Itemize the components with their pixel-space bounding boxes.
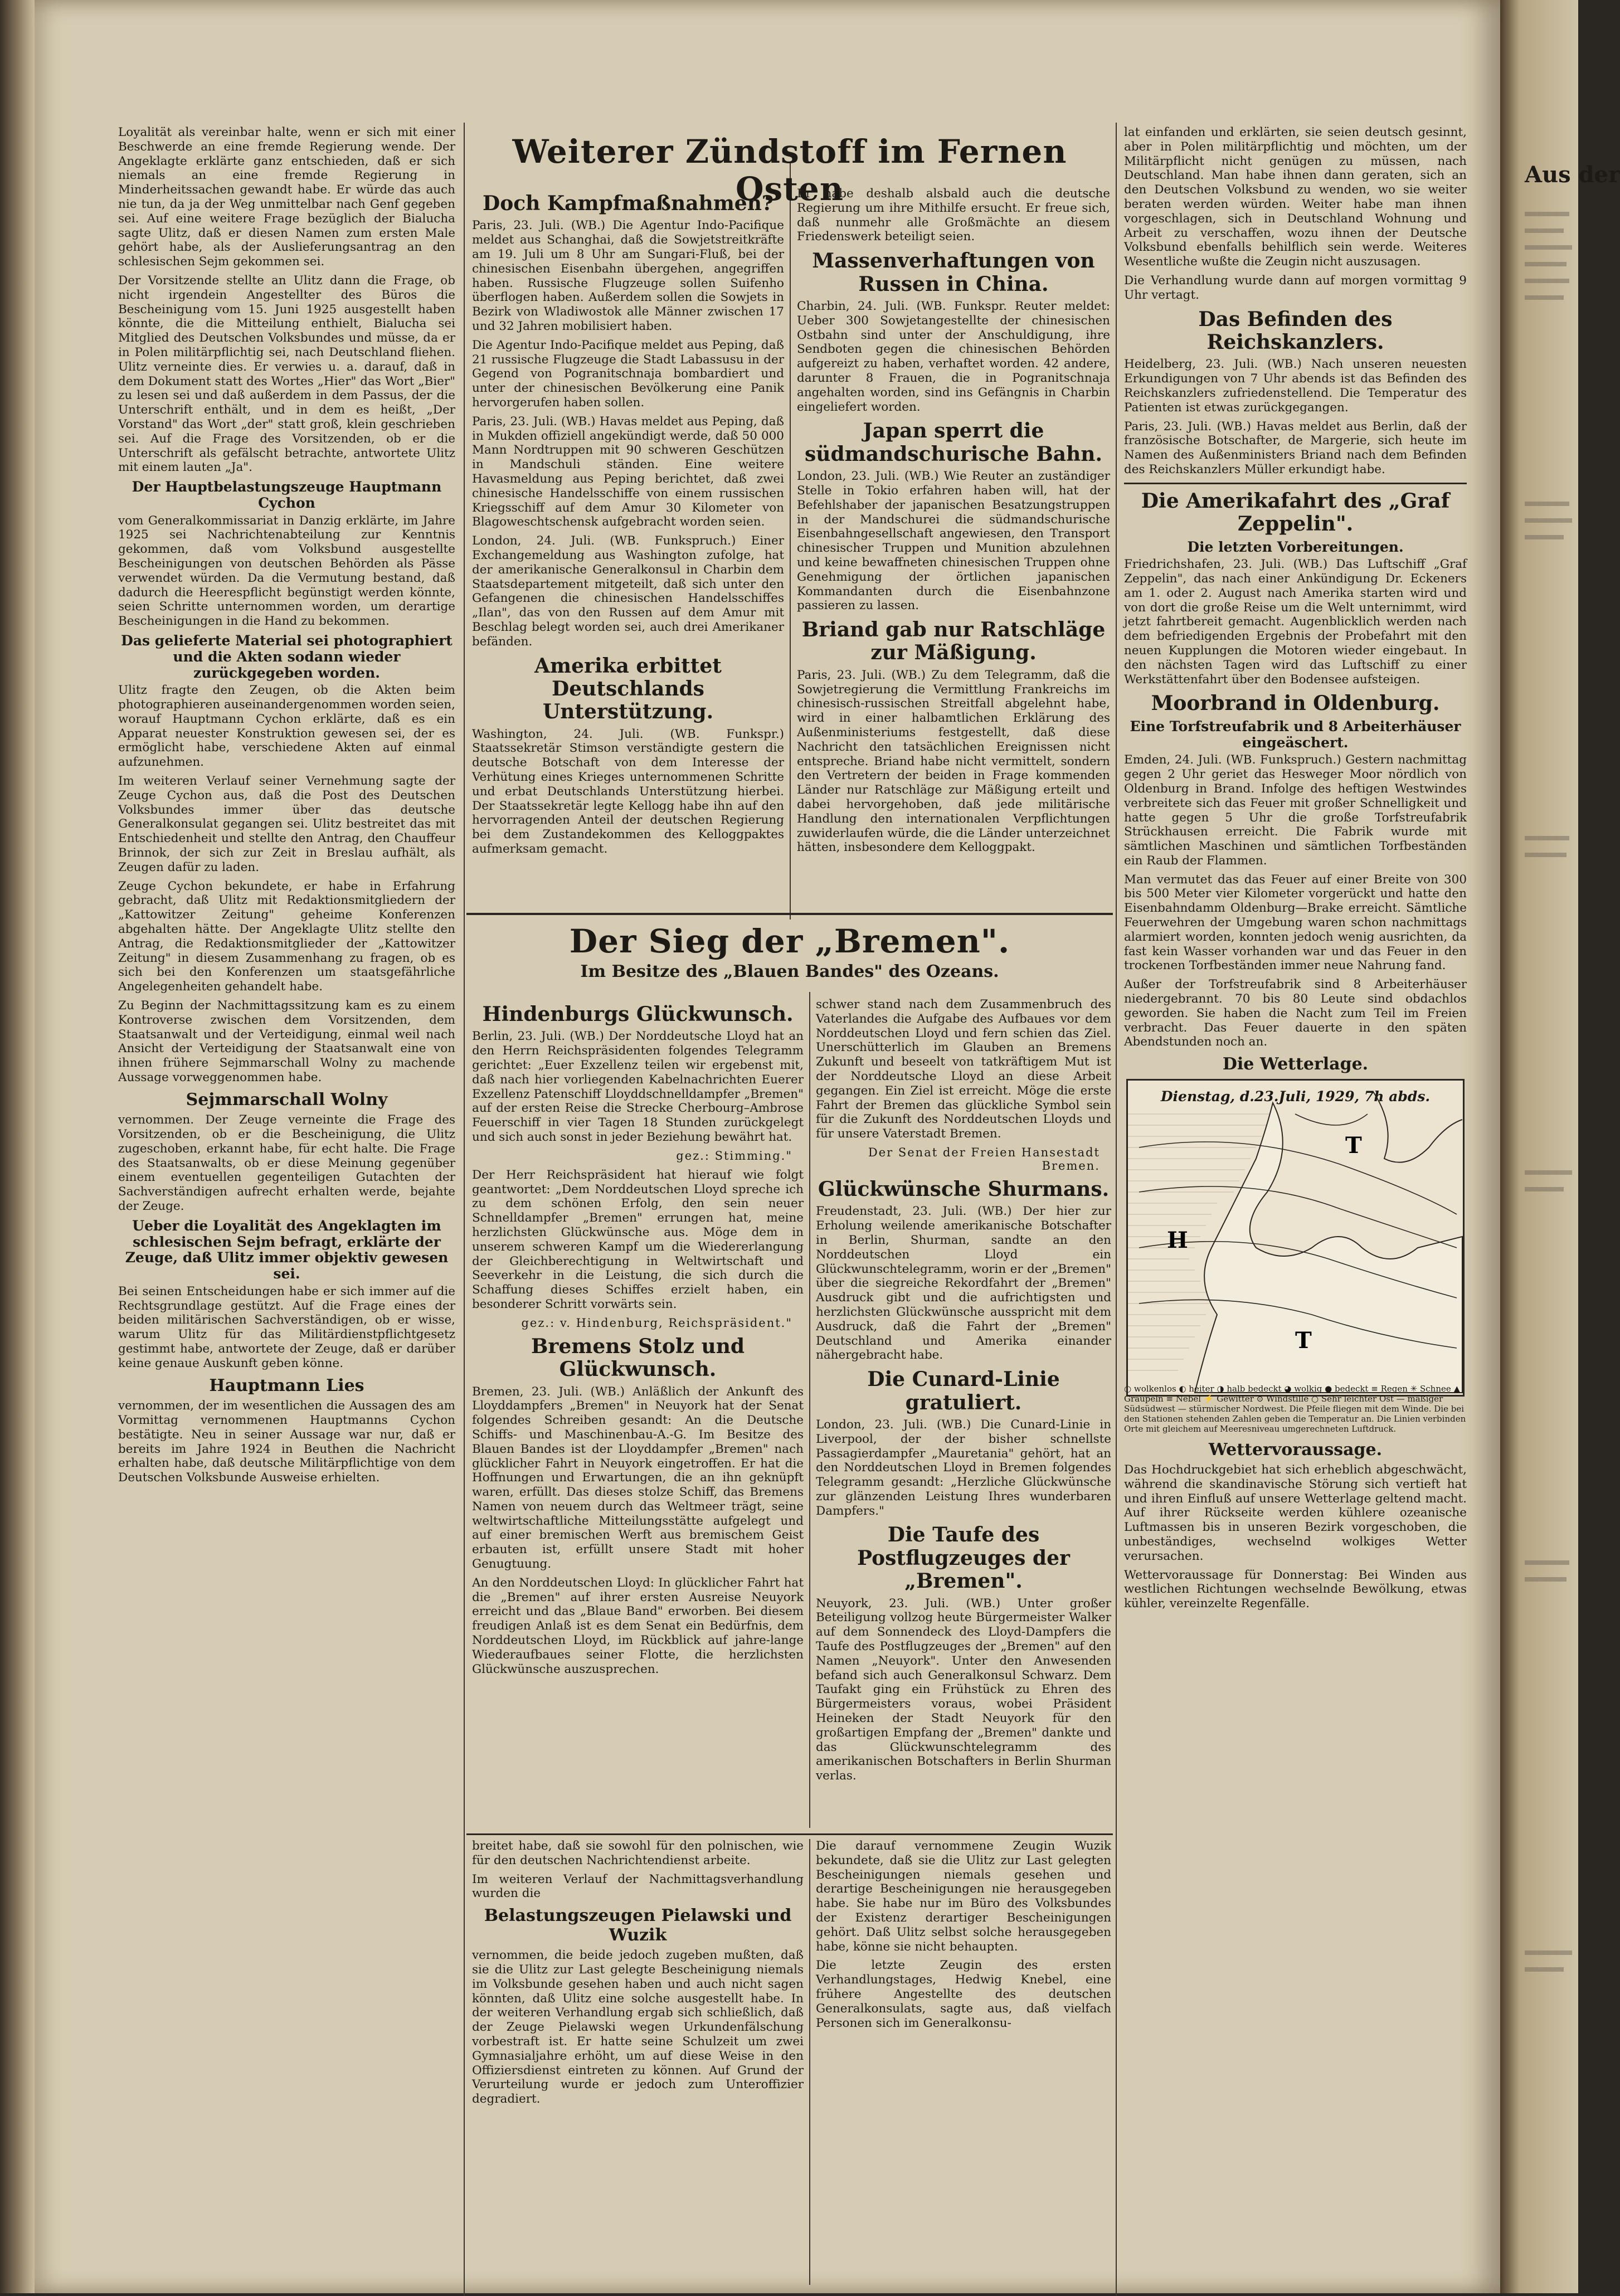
article-heading: Belastungszeugen Pielawski und Wuzik bbox=[484, 1906, 792, 1945]
adjacent-page-heading: Aus der bbox=[1525, 162, 1620, 188]
article-text: Washington, 24. Juli. (WB. Funkspr.) Staatssekretär Stimson verständigte gestern die deutsche Botschaft von dem Interesse der Verhütung eines Krieges unternommenen Schritte und erbat Deutschlands Unterstützung hierbei. Der Staatssekretär legte Kellogg habe ihn auf den hervorragenden Anteil der deutschen Regierung bei dem Zustandekommen des Kelloggpaktes aufmerksam gemacht. bbox=[472, 727, 784, 857]
section-rule bbox=[466, 1833, 1113, 1835]
article-text: Zeuge Cychon bekundete, er habe in Erfahrung gebracht, daß Ulitz mit Redaktionsmitgliedern der „Kattowitzer Zeitung" geheime Konferenzen abgehalten hätte. Der Angeklagte Ulitz stellte den Antrag, die Redaktionsmitglieder der „Kattowitzer Zeitung" in diesem Zusammenhang zu fragen, ob es sich bei den Konferenzen um staatsgefährliche Angelegenheiten gehandelt habe. bbox=[118, 879, 455, 994]
text-line bbox=[1525, 853, 1567, 857]
article-heading: Briand gab nur Ratschläge zur Mäßigung. bbox=[801, 618, 1106, 665]
column-2-bremen bbox=[472, 998, 804, 1831]
article-text: Paris, 23. Juli. (WB.) Havas meldet aus Peping, daß in Mukden offiziell angekündigt werde, daß 50 000 Mann Nordtruppen mit 90 schweren Geschützen in Mandschuli ständen. Eine weitere Havasmeldung aus Peping berichtet, daß zwei chinesische Handelsschiffe von einem russischen Kriegsschiff auf dem Amur 30 Kilometer von Blagoweschtschensk aufgebracht worden seien. bbox=[472, 414, 784, 529]
text-line bbox=[1525, 212, 1569, 216]
article-text: Emden, 24. Juli. (WB. Funkspruch.) Gestern nachmittag gegen 2 Uhr geriet das Hesweger Moor nördlich von Oldenburg in Brand. Infolge des heftigen Westwindes verbreitete sich das Feuer mit großer Schnelligkeit und hatte gegen 5 Uhr die große Torfstreufabrik Strückhausen erreicht. Die Fabrik wurde mit sämtlichen Maschinen und sämtlichen Torfbeständen ein Raub der Flammen. bbox=[1124, 753, 1467, 868]
weather-map bbox=[1126, 1079, 1465, 1397]
column-3-bottom bbox=[816, 1839, 1111, 2285]
article-text: Im weiteren Verlauf der Nachmittagsverhandlung wurden die bbox=[472, 1872, 804, 1901]
bremen-headline: Der Sieg der „Bremen". bbox=[569, 922, 1010, 960]
text-line bbox=[1525, 1170, 1572, 1175]
column-2-fareast bbox=[472, 187, 784, 908]
text-line bbox=[1525, 245, 1572, 250]
article-subheading: Die letzten Vorbereitungen. bbox=[1187, 538, 1404, 555]
article-heading: Glückwünsche Shurmans. bbox=[818, 1177, 1110, 1201]
article-text: Freudenstadt, 23. Juli. (WB.) Der hier zur Erholung weilende amerikanische Botschafter in Berlin, Shurman, sandte an den Norddeutschen Lloyd ein Glückwunschtelegramm, worin er der „Bremen" über die siegreiche Rekordfahrt der „Bremen" Ausdruck gibt und die aufrichtigsten und herzlichsten Glückwünsche ausspricht mit dem Ausdruck, daß die Fahrt der „Bremen" Deutschland und Amerika einander nähergebracht habe. bbox=[816, 1204, 1111, 1363]
article-text: Zu Beginn der Nachmittagssitzung kam es zu einem Kontroverse zwischen dem Vorsitzenden, dem Staatsanwalt und der Verteidigung, einmal weil nach Ansicht der Verteidigung der Staatsanwalt eine von ihnen frühere Sejmmarschall Wolny zu machende Aussage vorweggenommen habe. bbox=[118, 998, 455, 1084]
subheading: Das gelieferte Material sei photographiert und die Akten sodann wieder zurückgegeben worden. bbox=[121, 633, 453, 681]
article-text: Bei seinen Entscheidungen habe er sich immer auf die Rechtsgrundlage gestützt. Auf die Frage eines der beiden militärischen Sachverständigen, ob er wisse, warum Ulitz für das Militärdienstpflichtgesetz gestimmt habe, antwortete der Zeuge, daß er darüber keine genaue Auskunft geben könne. bbox=[118, 1284, 455, 1370]
text-line bbox=[1525, 295, 1564, 300]
text-line bbox=[1525, 535, 1564, 539]
column-3-fareast bbox=[797, 187, 1110, 908]
text-line bbox=[1525, 262, 1567, 266]
main-headline: Weiterer Zündstoff im Fernen Osten bbox=[512, 133, 1067, 208]
article-text: Der Herr Reichspräsident hat hierauf wie folgt geantwortet: „Dem Norddeutschen Lloyd spreche ich zu dem schönen Erfolg, den sein neuer Schnelldampfer „Bremen" errungen hat, meine herzlichsten Glückwünsche aus. Möge dem in unserem schweren Kampf um die Wiedererlangung der Gleichberechtigung in Weltwirtschaft und Seeverkehr in die Leistung, die sich durch die Schaffung dieses Schiffes erzielt haben, ein besonderer Schritt vorwärts sein. bbox=[472, 1168, 804, 1311]
text-line bbox=[1525, 1577, 1567, 1582]
weather-map-graphic bbox=[1128, 1081, 1462, 1393]
article-heading: Hindenburgs Glückwunsch. bbox=[482, 1003, 794, 1026]
text-line bbox=[1525, 279, 1569, 283]
section-rule bbox=[1124, 483, 1467, 484]
article-text: Neuyork, 23. Juli. (WB.) Unter großer Beteiligung vollzog heute Bürgermeister Walker auf dem Sonnendeck des Lloyd-Dampfers die Taufe des Postflugzeuges der „Bremen" auf den Namen „Neuyork". Unter den Anwesenden befand sich auch Generalkonsul Schwarz. Dem Taufakt ging ein Frühstück zu Ehren des Bürgermeisters voraus, wobei Präsident Heineken der Stadt Neuyork für den großartigen Empfang der „Bremen" dankte und das Glückwunschtelegramm des amerikanischen Botschafters in Berlin Shurman verlas. bbox=[816, 1596, 1111, 1783]
column-2-bottom bbox=[472, 1839, 804, 2285]
text-line bbox=[1525, 1950, 1572, 1955]
column-rule bbox=[809, 1839, 810, 2285]
article-text: vernommen, der im wesentlichen die Aussagen des am Vormittag vernommenen Hauptmanns Cychon bestätigte. Neu in seiner Aussage war nur, daß er bereits im Jahre 1924 in Beuthen die Nachricht erhalten habe, daß deutsche Militärpflichtige von dem Deutschen Volksbunde Ausweise erhielten. bbox=[118, 1399, 455, 1485]
article-text: Heidelberg, 23. Juli. (WB.) Nach unseren neuesten Erkundigungen von 7 Uhr abends ist das Befinden des Reichskanzlers zufriedenstellend. Die Temperatur des Patienten ist etwas zurückgegangen. bbox=[1124, 357, 1467, 415]
article-text: vernommen. Der Zeuge verneinte die Frage des Vorsitzenden, ob er die Bescheinigung, die Ulitz zugeschoben, erkannt habe, für echt halte. Die Frage des Staatsanwalts, ob er diese Meinung gegenüber einem eventuellen gegenteiligen Gutachten der Sachverständigen aufrecht erhalten werde, bejahte der Zeuge. bbox=[118, 1113, 455, 1214]
column-rule bbox=[1116, 123, 1117, 2296]
text-line bbox=[1525, 518, 1572, 523]
column-rule bbox=[809, 992, 810, 1828]
article-text: lat einfanden und erklärten, sie seien deutsch gesinnt, aber in Polen militärpflichtig und möchten, um der Militärpflicht nicht genügen zu müssen, nach Deutschland. Man habe ihnen dann geraten, sich an den Deutschen Volksbund zu wenden, wo sie weiter beraten werden würden. Weiter habe man ihnen vorgeschlagen, sich in Deutschland Wohnung und Arbeit zu verschaffen, wozu ihnen der Deutsche Volksbund ebenfalls behilflich sein werde. Weiteres Wesentliche wußte die Zeugin nicht auszusagen. bbox=[1124, 125, 1467, 269]
column-3-bremen bbox=[816, 998, 1111, 1831]
article-text: Paris, 23. Juli. (WB.) Havas meldet aus Berlin, daß der französische Botschafter, de Margerie, sich heute im Namen des Außenministers Briand nach dem Befinden des Reichskanzlers Müller erkundigt habe. bbox=[1124, 419, 1467, 476]
article-heading: Japan sperrt die südmandschurische Bahn. bbox=[805, 419, 1102, 466]
column-rule bbox=[464, 123, 465, 2296]
column-rule bbox=[790, 162, 791, 920]
article-text: vernommen, die beide jedoch zugeben mußten, daß sie die Ulitz zur Last gelegte Bescheinigung niemals im Volksbunde gesehen haben und auch nicht sagen könnten, daß Ulitz eine solche ausgestellt habe. In der weiteren Verhandlung ergab sich schließlich, daß der Zeuge Pielawski wegen Urkundenfälschung vorbestraft ist. Er hatte seine Schulzeit um zwei Gymnasialjahre erhöht, um auf diese Weise in den Offiziersdienst eintreten zu können. Auf Grund der Verurteilung wurde er jedoch zum Unteroffizier degradiert. bbox=[472, 1948, 804, 2107]
article-text: Wettervoraussage für Donnerstag: Bei Winden aus westlichen Richtungen wechselnde Bewölkung, etwas kühler, vereinzelte Regenfälle. bbox=[1124, 1568, 1467, 1611]
article-text: Die letzte Zeugin des ersten Verhandlungstages, Hedwig Knebel, eine frühere Angestellte des deutschen Generalkonsulats, sagte aus, daß vielfach Personen sich im Generalkonsu- bbox=[816, 1958, 1111, 2030]
weather-map-legend: ○ wolkenlos ◐ heiter ◑ halb bedeckt ◕ wolkig ● bedeckt ≡ Regen ✳ Schnee ▲ Graupeln ≡ Nebel ⚡ Gewitter ⊙ Windstille ○ Sehr leichter Ost — mäßiger Südsüdwest — stürmischer Nordwest. Die Pfeile fliegen mit dem Winde. Die bei den Stationen stehenden Zahlen geben die Temperatur an. Die Linien verbinden Orte mit gleichem auf Meeresniveau umgerechneten Luftdruck. bbox=[1124, 1383, 1466, 1434]
subheading: Sejmmarschall Wolny bbox=[186, 1089, 388, 1110]
article-text: Ulitz fragte den Zeugen, ob die Akten beim photographieren auseinandergenommen worden seien, worauf Hauptmann Cychon erklärte, daß es ein Apparat neuester Konstruktion gewesen sei, der es ermöglicht habe, verschiedene Akten auf einmal aufzunehmen. bbox=[118, 683, 455, 770]
signature: gez.: v. Hindenburg, Reichspräsident." bbox=[521, 1316, 792, 1330]
article-text: Außer der Torfstreufabrik sind 8 Arbeiterhäuser niedergebrannt. 70 bis 80 Leute sind obdachlos geworden. Sie haben die Nacht zum Teil im Freien verbracht. Das Feuer dauerte in den späten Abendstunden noch an. bbox=[1124, 977, 1467, 1049]
text-line bbox=[1525, 228, 1564, 233]
article-heading: Amerika erbittet Deutschlands Unterstützung. bbox=[534, 654, 722, 724]
article-heading: Die Amerikafahrt des „Graf Zeppelin". bbox=[1141, 489, 1450, 536]
article-heading: Die Wetterlage. bbox=[1222, 1054, 1369, 1074]
text-line bbox=[1525, 1967, 1564, 1972]
article-text: Berlin, 23. Juli. (WB.) Der Norddeutsche Lloyd hat an den Herrn Reichspräsidenten folgendes Telegramm gerichtet: „Euer Exzellenz teilen wir ergebenst mit, daß nach hier vorliegenden Kabelnachrichten Euerer Exzellenz Patenschiff Lloyddschnelldampfer „Bremen" auf der ersten Reise die Strecke Cherbourg–Ambrose Feuerschiff in vier Tagen 18 Stunden zurückgelegt und sich auch sonst in jeder Beziehung bewährt hat. bbox=[472, 1029, 804, 1144]
article-text: Der Vorsitzende stellte an Ulitz dann die Frage, ob nicht irgendein Angestellter des Büros die Bescheinigung vom 15. Juni 1925 ausgestellt haben könnte, die die Mitteilung enthielt, Bialucha sei Mitglied des Deutschen Volksbundes und müsse, da er in Polen militärpflichtig sei, nach Deutschland fliehen. Ulitz verneinte dies. Er verwies u. a. darauf, daß in dem Dokument statt des Wortes „Hier" das Wort „Bier" zu lesen sei und daß außerdem in dem Passus, der die Unterschrift enthält, und in dem es heißt, „Der Vorstand" das Wort „der" statt groß, klein geschrieben sei. Auf die Frage des Vorsitzenden, ob er die Unterschrift als gefälscht betrachte, antwortete Ulitz mit einem lauten „Ja". bbox=[118, 273, 455, 475]
text-line bbox=[1525, 502, 1569, 506]
article-heading: Massenverhaftungen von Russen in China. bbox=[812, 249, 1095, 296]
article-text: Paris, 23. Juli. (WB.) Zu dem Telegramm, daß die Sowjetregierung die Vermittlung Frankreichs im chinesisch-russischen Streitfall abgelehnt habe, wird in einer halbamtlichen Erklärung des Außenministeriums festgestellt, daß diese Nachricht den tatsächlichen Ereignissen nicht entspreche. Briand habe nicht vermittelt, sondern den Vertretern der beiden in Frage kommenden Länder nur Ratschläge zur Mäßigung erteilt und dabei hervorgehoben, daß jede militärische Handlung den internationalen Verpflichtungen zuwiderlaufen würde, die die Länder unterzeichnet hätten, insbesondere dem Kelloggpakt. bbox=[797, 668, 1110, 855]
article-heading: Wettervoraussage. bbox=[1208, 1439, 1383, 1460]
article-text: breitet habe, daß sie sowohl für den polnischen, wie für den deutschen Nachrichtendienst arbeite. bbox=[472, 1839, 804, 1867]
article-text: Die darauf vernommene Zeugin Wuzik bekundete, daß sie die Ulitz zur Last gelegten Bescheinigungen niemals gesehen und derartige Bescheinigungen nie herausgegeben habe. Sie habe nur im Büro des Volksbundes der Existenz derartiger Bescheinigungen gehört. Daß Ulitz selbst solche herausgegeben habe, könne sie nicht behaupten. bbox=[816, 1839, 1111, 1954]
bremen-subhead: Im Besitze des „Blauen Bandes" des Ozeans. bbox=[580, 961, 999, 981]
subheading: Hauptmann Lies bbox=[209, 1375, 364, 1395]
text-line bbox=[1525, 836, 1569, 840]
subheading: Der Hauptbelastungszeuge Hauptmann Cychon bbox=[132, 479, 442, 511]
article-heading: Die Cunard-Linie gratuliert. bbox=[867, 1368, 1060, 1414]
bremen-headline-block bbox=[469, 920, 1110, 995]
text-line bbox=[1525, 1560, 1569, 1565]
low-pressure-label: T bbox=[1295, 1327, 1312, 1354]
signature: gez.: Stimming." bbox=[676, 1149, 792, 1162]
adjacent-page-edge bbox=[1500, 0, 1620, 2293]
article-subheading: Eine Torfstreufabrik und 8 Arbeiterhäuser eingeäschert. bbox=[1130, 718, 1461, 751]
signature: Der Senat der Freien Hansestadt Bremen. bbox=[868, 1145, 1100, 1173]
article-heading: Das Befinden des Reichskanzlers. bbox=[1198, 307, 1393, 354]
article-heading: Bremens Stolz und Glückwunsch. bbox=[531, 1334, 745, 1382]
article-text: Das Hochdruckgebiet hat sich erheblich abgeschwächt, während die skandinavische Störung sich vertieft hat und ihren Einfluß auf unsere Wetterlage geltend macht. Auf ihrer Rückseite werden kühlere ozeanische Luftmassen bis in unseren Bezirk vorgeschoben, die unbeständiges, wechselnd wolkiges Wetter verursachen. bbox=[1124, 1463, 1467, 1563]
article-text: Die Verhandlung wurde dann auf morgen vormittag 9 Uhr vertagt. bbox=[1124, 273, 1467, 302]
low-pressure-label: T bbox=[1345, 1132, 1362, 1159]
article-text: London, 23. Juli. (WB.) Wie Reuter an zuständiger Stelle in Tokio erfahren haben will, hat der Befehlshaber der japanischen Besatzungstruppen in der Mandschurei die südmandschurische Eisenbahngesellschaft angewiesen, den Transport chinesischer Truppen und Munition abzulehnen und keine bewaffneten chinesischen Truppen ohne Genehmigung der örtlichen japanischen Kommandanten durch die Eisenbahnzone passieren zu lassen. bbox=[797, 469, 1110, 613]
article-text: London, 23. Juli. (WB.) Die Cunard-Linie in Liverpool, der der bisher schnellste Passagierdampfer „Mauretania" gehört, hat an den Norddeutschen Lloyd in Bremen folgendes Telegramm gesandt: „Herzliche Glückwünsche zur glänzenden Leistung Ihres wunderbaren Dampfers." bbox=[816, 1417, 1111, 1518]
article-text: Paris, 23. Juli. (WB.) Die Agentur Indo-Pacifique meldet aus Schanghai, daß die Sowjetstreitkräfte am 19. Juli um 8 Uhr am Sungari-Fluß, bei der chinesischen Eisenbahn übergehen, angegriffen haben. Russische Flugzeuge sollen Suifenho überflogen haben. Außerdem sollen die Sowjets in Bezirk von Wladiwostok alle Männer zwischen 17 und 32 Jahren mobilisiert haben. bbox=[472, 218, 784, 333]
article-heading: Moorbrand in Oldenburg. bbox=[1151, 692, 1440, 716]
article-text: Er habe deshalb alsbald auch die deutsche Regierung um ihre Mithilfe ersucht. Er freue sich, daß nunmehr alle Großmächte an diesem Friedenswerk beteiligt seien. bbox=[797, 187, 1110, 244]
book-spine bbox=[0, 0, 35, 2293]
article-heading: Doch Kampfmaßnahmen? bbox=[483, 192, 773, 215]
article-text: Bremen, 23. Juli. (WB.) Anläßlich der Ankunft des Lloyddampfers „Bremen" in Neuyork hat der Senat folgendes Schreiben gesandt: An die Deutsche Schiffs- und Maschinenbau-A.-G. Im Besitze des Blauen Bandes ist der Lloyddampfer „Bremen" nach glücklicher Fahrt in Neuyork eingetroffen. Er hat die Hoffnungen und Erwartungen, die an ihn geknüpft waren, erfüllt. Das dieses stolze Schiff, das Bremens Namen von neuem durch das Weltmeer trägt, seine weltwirtschaftliche Mitteilungsstätte aufgelegt und auf einer bremischen Werft aus bremischem Geist erbauten ist, erfüllt unsere Stadt mit hoher Genugtuung. bbox=[472, 1384, 804, 1572]
article-text: Die Agentur Indo-Pacifique meldet aus Peping, daß 21 russische Flugzeuge die Stadt Labassusu in der Gegend von Pogranitschnaja bombardiert und unter der chinesischen Bevölkerung eine Panik hervorgerufen haben sollen. bbox=[472, 338, 784, 410]
article-text: Friedrichshafen, 23. Juli. (WB.) Das Luftschiff „Graf Zeppelin", das nach einer Ankündigung Dr. Eckeners am 1. oder 2. August nach Amerika starten wird und von dort die große Reise um die Welt unternimmt, wird jetzt fahrtbereit gemacht. Augenblicklich werden nach dem befriedigenden Ergebnis der Probefahrt mit den neuen Kupplungen die Motoren wieder eingebaut. In den nächsten Tagen wird das Luftschiff zu einer Werkstättenfahrt über den Bodensee aufsteigen. bbox=[1124, 557, 1467, 687]
column-4 bbox=[1124, 125, 1467, 2288]
text-line bbox=[1525, 1187, 1564, 1191]
article-text: Charbin, 24. Juli. (WB. Funkspr. Reuter meldet: Ueber 300 Sowjetangestellte der chinesischen Ostbahn sind unter der Anschuldigung, ihre Sendboten gegen die chinesischen Behörden aufgereizt zu haben, verhaftet worden. 42 andere, darunter 8 Frauen, die in Pogranitschnaja angehalten worden, sind ins Gefängnis in Charbin eingeliefert worden. bbox=[797, 299, 1110, 414]
article-text: Loyalität als vereinbar halte, wenn er sich mit einer Beschwerde an eine fremde Regierung wende. Der Angeklagte erklärte ganz entschieden, daß er sich niemals an eine fremde Regierung in Minderheitssachen gewandt habe. Er würde das auch nie tun, da ja der Weg unmittelbar nach Genf gegeben sei. Auf eine weitere Frage bezüglich der Bialucha sagte Ulitz, daß er diesen Namen zum ersten Male gehört habe, als der Auslieferungsantrag an den schlesischen Sejm gekommen sei. bbox=[118, 125, 455, 269]
column-1 bbox=[118, 125, 455, 2288]
article-text: vom Generalkommissariat in Danzig erklärte, im Jahre 1925 sei Nachrichtenabteilung zur Kenntnis gekommen, daß vom Volksbund ausgestellte Bescheinigungen von deutschen Behörden als Pässe verwendet würden. Da die Vermutung bestand, daß dadurch die Heerespflicht begünstigt werden könnte, seien Schritte unternommen worden, um derartige Bescheinigungen in die Hand zu bekommen. bbox=[118, 513, 455, 629]
section-rule bbox=[466, 913, 1113, 915]
article-heading: Die Taufe des Postflugzeuges der „Bremen". bbox=[857, 1523, 1070, 1593]
high-pressure-label: H bbox=[1167, 1227, 1188, 1253]
article-text: An den Norddeutschen Lloyd: In glücklicher Fahrt hat die „Bremen" auf ihrer ersten Ausreise Neuyork erreicht und das „Blaue Band" erworben. Bei diesem freudigen Anlaß ist es dem Senat ein Bedürfnis, dem Norddeutschen Lloyd, im Rückblick auf jahre-lange Wiederaufbaues seiner Flotte, die herzlichsten Glückwünsche auszusprechen. bbox=[472, 1575, 804, 1676]
newspaper-page bbox=[35, 0, 1500, 2293]
article-text: Man vermutet das das Feuer auf einer Breite von 300 bis 500 Meter vier Kilometer vorgerückt und hatte den Eisenbahndamm Oldenburg—Brake erreicht. Sämtliche Feuerwehren der Umgebung waren schon nachmittags alarmiert worden, konnten jedoch wenig ausrichten, da fast kein Wasser vorhanden war und das Feuer in den trockenen Torfbeständen immer neue Nahrung fand. bbox=[1124, 872, 1467, 973]
article-text: schwer stand nach dem Zusammenbruch des Vaterlandes die Aufgabe des Aufbaues vor dem Norddeutschen Lloyd und fern schien das Ziel. Unerschütterlich im Glauben an Bremens Zukunft und beseelt von tatkräftigem Mut ist der Norddeutsche Lloyd an diese Arbeit gegangen. Ein Ziel ist erreicht. Möge die erste Fahrt der Bremen das glückliche Symbol sein für die Zukunft des Norddeutschen Lloyds und für unsere Vaterstadt Bremen. bbox=[816, 998, 1111, 1141]
subheading: Ueber die Loyalität des Angeklagten im schlesischen Sejm befragt, erklärte der Zeuge, daß Ulitz immer objektiv gewesen sei. bbox=[125, 1217, 449, 1282]
article-text: Im weiteren Verlauf seiner Vernehmung sagte der Zeuge Cychon aus, daß die Post des Deutschen Volksbundes immer über das deutsche Generalkonsulat gegangen sei. Ulitz bestreitet das mit Entschiedenheit und stellte den Antrag, den Chauffeur Brinnok, der sich zur Zeit in Breslau aufhält, als Zeugen dafür zu laden. bbox=[118, 774, 455, 874]
article-text: London, 24. Juli. (WB. Funkspruch.) Einer Exchangemeldung aus Washington zufolge, hat der amerikanische Generalkonsul in Charbin dem Staatsdepartement mitgeteilt, daß sich unter den Gefangenen die chinesischen Handelsschiffes „Ilan", das von den Russen auf dem Amur mit Beschlag belegt worden sei, auch drei Amerikaner befänden. bbox=[472, 534, 784, 649]
weather-map-title: Dienstag, d.23.Juli, 1929, 7h abds. bbox=[1160, 1088, 1431, 1105]
